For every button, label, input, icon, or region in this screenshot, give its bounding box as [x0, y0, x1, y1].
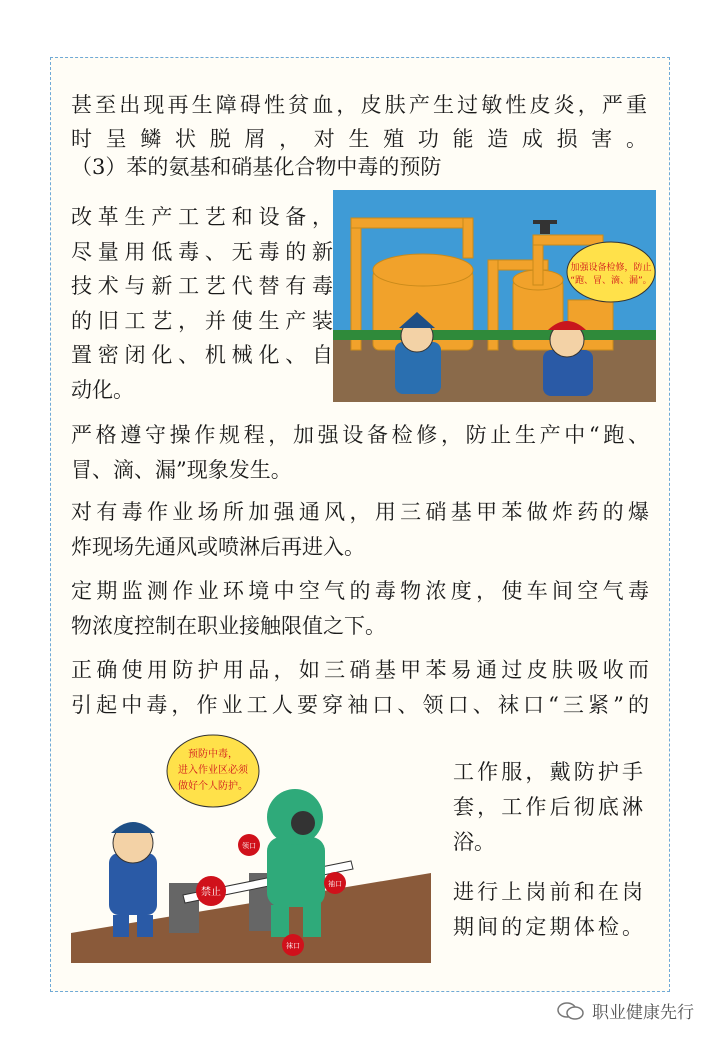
reform-line: 技术与新工艺代替有毒: [71, 274, 333, 298]
reform-line: 改革生产工艺和设备，: [71, 205, 333, 229]
factory-illustration: [333, 190, 656, 402]
account-watermark: [556, 998, 694, 1023]
cuff-tag: 袖口: [328, 880, 342, 888]
maintenance-line-1: 严格遵守操作规程，加强设备检修，防止生产中“跑、: [71, 423, 649, 447]
reform-line: 置密闭化、机械化、自: [71, 343, 333, 367]
monitoring-paragraph: [71, 574, 649, 644]
bubble-line-3: 做好个人防护。: [178, 781, 248, 792]
ventilation-line-1: 对有毒作业场所加强通风，用三硝基甲苯做炸药的爆: [71, 500, 649, 524]
workwear-line-3: 浴。: [453, 830, 495, 854]
bubble-line-1: 加强设备检修，防止: [570, 263, 652, 273]
wechat-icon: [556, 1000, 586, 1022]
intro-line-2: 时呈鳞状脱屑，对生殖功能造成损害。: [71, 127, 647, 151]
worker-blocked-icon: [109, 822, 157, 937]
ventilation-paragraph: [71, 495, 649, 565]
maintenance-line-2: 冒、滴、漏”现象发生。: [71, 458, 292, 482]
speech-bubble: [167, 735, 259, 807]
exam-line-1: 进行上岗前和在岗: [453, 880, 643, 904]
section-heading: （3）苯的氨基和硝基化合物中毒的预防: [71, 155, 442, 179]
exam-paragraph: [453, 875, 643, 945]
gate-sign: 禁止: [201, 887, 221, 898]
reform-line: 的旧工艺，并使生产装: [71, 308, 333, 333]
workwear-paragraph: [453, 755, 643, 860]
collar-tag: 领口: [242, 842, 256, 850]
workwear-line-1: 工作服，戴防护手: [453, 760, 643, 784]
speech-bubble: [567, 242, 655, 302]
maintenance-paragraph: [71, 418, 649, 488]
watermark-text: 职业健康先行: [592, 1003, 694, 1023]
reform-paragraph: [71, 200, 333, 407]
document-page: [50, 57, 670, 992]
exam-line-2: 期间的定期体检。: [453, 915, 643, 939]
ppe-paragraph: [71, 653, 649, 723]
protective-gear-illustration: [71, 733, 431, 963]
ppe-line-2: 引起中毒，作业工人要穿袖口、领口、袜口“三紧”的: [71, 693, 649, 717]
bubble-line-2: “跑、冒、滴、漏”。: [570, 276, 652, 286]
reform-line: 动化。: [71, 377, 134, 402]
intro-paragraph: [71, 88, 647, 156]
ppe-line-1: 正确使用防护用品，如三硝基甲苯易通过皮肤吸收而: [71, 658, 649, 682]
bubble-line-2: 进入作业区必须: [178, 765, 248, 776]
workwear-line-2: 套，工作后彻底淋: [453, 795, 643, 819]
bubble-line-1: 预防中毒，: [188, 749, 238, 760]
monitoring-line-2: 物浓度控制在职业接触限值之下。: [71, 614, 386, 638]
sock-tag: 袜口: [286, 942, 300, 950]
reform-line: 尽量用低毒、无毒的新: [71, 239, 333, 264]
intro-line-1: 甚至出现再生障碍性贫血，皮肤产生过敏性皮炎，严重: [71, 93, 647, 117]
monitoring-line-1: 定期监测作业环境中空气的毒物浓度，使车间空气毒: [71, 579, 649, 603]
ventilation-line-2: 炸现场先通风或喷淋后再进入。: [71, 535, 365, 559]
